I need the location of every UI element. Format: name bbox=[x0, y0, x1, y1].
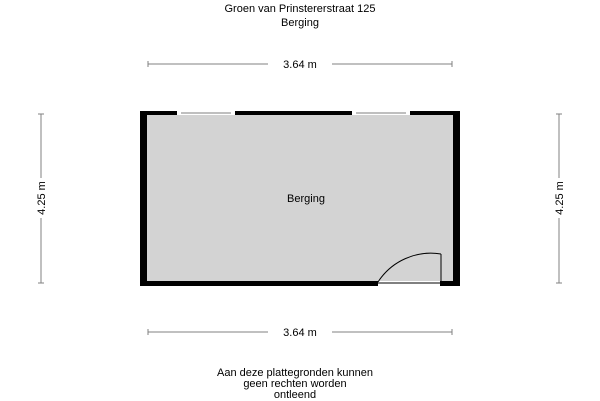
window-glass bbox=[181, 112, 231, 114]
address-title: Groen van Prinstererstraat 125 bbox=[224, 3, 376, 15]
top-width-dimension bbox=[148, 59, 452, 71]
disclaimer bbox=[0, 368, 590, 401]
right-depth-label: 4.25 m bbox=[554, 181, 566, 215]
window-glass bbox=[356, 112, 406, 114]
door-jamb bbox=[374, 281, 378, 286]
disclaimer-line: Aan deze plattegronden kunnen bbox=[217, 367, 373, 379]
window-left bbox=[177, 111, 235, 115]
bottom-width-label: 3.64 m bbox=[283, 327, 317, 339]
left-depth-label: 4.25 m bbox=[36, 181, 48, 215]
top-width-label: 3.64 m bbox=[283, 59, 317, 71]
disclaimer-line: geen rechten worden bbox=[243, 378, 347, 390]
right-depth-dimension bbox=[554, 114, 566, 283]
window-right bbox=[352, 111, 410, 115]
bottom-width-dimension bbox=[148, 327, 452, 339]
disclaimer-line: ontleend bbox=[273, 389, 317, 401]
door-jamb bbox=[440, 281, 444, 286]
room-label: Berging bbox=[287, 193, 325, 205]
left-depth-dimension bbox=[36, 114, 48, 283]
floor-title: Berging bbox=[281, 17, 319, 29]
